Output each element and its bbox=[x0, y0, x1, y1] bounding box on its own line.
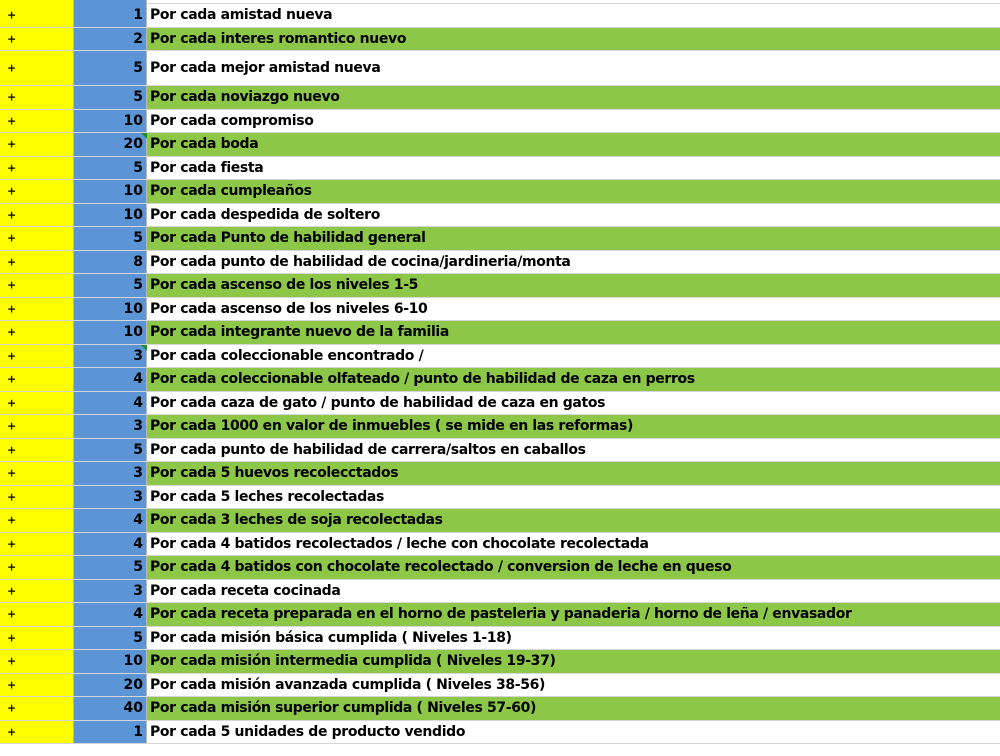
sign-cell[interactable] bbox=[0, 627, 74, 650]
table-row[interactable] bbox=[0, 157, 1000, 181]
sign-cell[interactable] bbox=[0, 4, 74, 27]
description-cell[interactable] bbox=[147, 180, 1000, 203]
sign-value: + bbox=[7, 607, 17, 621]
sign-value: + bbox=[7, 114, 17, 128]
sign-cell[interactable] bbox=[0, 415, 74, 438]
sign-cell[interactable] bbox=[0, 674, 74, 697]
sign-cell[interactable] bbox=[0, 462, 74, 485]
description-text: Por cada caza de gato / punto de habilidad de caza en gatos bbox=[150, 394, 606, 411]
description-cell[interactable] bbox=[147, 251, 1000, 274]
description-text: Por cada noviazgo nuevo bbox=[150, 89, 340, 106]
points-cell[interactable] bbox=[74, 133, 147, 156]
table-row[interactable] bbox=[0, 533, 1000, 557]
sign-cell[interactable] bbox=[0, 721, 74, 744]
table-row[interactable] bbox=[0, 227, 1000, 251]
points-value: 5 bbox=[133, 629, 143, 646]
description-text: Por cada punto de habilidad de cocina/jardineria/monta bbox=[150, 253, 571, 270]
description-cell[interactable] bbox=[147, 674, 1000, 697]
sign-cell[interactable] bbox=[0, 28, 74, 51]
points-cell[interactable] bbox=[74, 650, 147, 673]
description-text: Por cada compromiso bbox=[150, 112, 314, 129]
sign-cell[interactable] bbox=[0, 133, 74, 156]
sign-value: + bbox=[7, 537, 17, 551]
sign-value: + bbox=[7, 631, 17, 645]
points-value: 10 bbox=[123, 300, 143, 317]
table-row[interactable] bbox=[0, 51, 1000, 86]
table-row[interactable] bbox=[0, 4, 1000, 28]
sign-value: + bbox=[7, 302, 17, 316]
description-cell[interactable] bbox=[147, 4, 1000, 27]
sign-value: + bbox=[7, 725, 17, 739]
points-value: 10 bbox=[123, 324, 143, 341]
description-text: Por cada ascenso de los niveles 1-5 bbox=[150, 277, 419, 294]
points-value: 5 bbox=[133, 89, 143, 106]
points-cell[interactable] bbox=[74, 486, 147, 509]
table-row[interactable] bbox=[0, 556, 1000, 580]
description-text: Por cada boda bbox=[150, 136, 259, 153]
table-row[interactable] bbox=[0, 509, 1000, 533]
sign-cell[interactable] bbox=[0, 298, 74, 321]
sign-cell[interactable] bbox=[0, 486, 74, 509]
sign-cell[interactable] bbox=[0, 204, 74, 227]
sign-cell[interactable] bbox=[0, 157, 74, 180]
points-cell[interactable] bbox=[74, 251, 147, 274]
points-cell[interactable] bbox=[74, 86, 147, 109]
points-value: 1 bbox=[133, 7, 143, 24]
description-text: Por cada coleccionable olfateado / punto de habilidad de caza en perros bbox=[150, 371, 695, 388]
sign-value: + bbox=[7, 325, 17, 339]
description-text: Por cada punto de habilidad de carrera/saltos en caballos bbox=[150, 441, 586, 458]
points-cell[interactable] bbox=[74, 580, 147, 603]
description-cell[interactable] bbox=[147, 439, 1000, 462]
description-text: Por cada receta cocinada bbox=[150, 582, 341, 599]
points-value: 5 bbox=[133, 230, 143, 247]
points-value: 5 bbox=[133, 60, 143, 76]
sign-value: + bbox=[7, 208, 17, 222]
description-text: Por cada coleccionable encontrado / bbox=[150, 347, 424, 364]
description-cell[interactable] bbox=[147, 415, 1000, 438]
table-row[interactable] bbox=[0, 110, 1000, 134]
points-value: 40 bbox=[123, 700, 143, 717]
points-value: 3 bbox=[133, 582, 143, 599]
sign-value: + bbox=[7, 161, 17, 175]
sign-value: + bbox=[7, 90, 17, 104]
points-cell[interactable] bbox=[74, 180, 147, 203]
description-cell[interactable] bbox=[147, 28, 1000, 51]
sign-cell[interactable] bbox=[0, 533, 74, 556]
sign-value: + bbox=[7, 137, 17, 151]
table-row[interactable] bbox=[0, 674, 1000, 698]
description-text: Por cada misión intermedia cumplida ( Niveles 19-37) bbox=[150, 653, 556, 670]
description-text: Por cada 4 batidos con chocolate recolectado / conversion de leche en queso bbox=[150, 559, 732, 576]
sign-value: + bbox=[7, 61, 17, 75]
sign-cell[interactable] bbox=[0, 86, 74, 109]
description-cell[interactable] bbox=[147, 603, 1000, 626]
description-cell[interactable] bbox=[147, 274, 1000, 297]
sign-value: + bbox=[7, 184, 17, 198]
sign-value: + bbox=[7, 278, 17, 292]
points-cell[interactable] bbox=[74, 28, 147, 51]
rows-container bbox=[0, 4, 1000, 744]
sign-cell[interactable] bbox=[0, 51, 74, 85]
sign-value: + bbox=[7, 678, 17, 692]
description-text: Por cada misión básica cumplida ( Niveles 1-18) bbox=[150, 629, 512, 646]
description-text: Por cada 5 leches recolectadas bbox=[150, 488, 384, 505]
description-text: Por cada fiesta bbox=[150, 159, 264, 176]
points-cell[interactable] bbox=[74, 627, 147, 650]
sign-cell[interactable] bbox=[0, 345, 74, 368]
points-value: 4 bbox=[133, 606, 143, 623]
points-cell[interactable] bbox=[74, 368, 147, 391]
description-cell[interactable] bbox=[147, 157, 1000, 180]
description-cell[interactable] bbox=[147, 580, 1000, 603]
points-value: 10 bbox=[123, 653, 143, 670]
description-cell[interactable] bbox=[147, 368, 1000, 391]
points-value: 8 bbox=[133, 253, 143, 270]
sign-value: + bbox=[7, 231, 17, 245]
sign-value: + bbox=[7, 443, 17, 457]
points-cell[interactable] bbox=[74, 556, 147, 579]
description-text: Por cada ascenso de los niveles 6-10 bbox=[150, 300, 428, 317]
sign-cell[interactable] bbox=[0, 274, 74, 297]
description-cell[interactable] bbox=[147, 345, 1000, 368]
table-row[interactable] bbox=[0, 86, 1000, 110]
points-cell[interactable] bbox=[74, 603, 147, 626]
sign-value: + bbox=[7, 32, 17, 46]
points-cell[interactable] bbox=[74, 321, 147, 344]
description-text: Por cada Punto de habilidad general bbox=[150, 230, 426, 247]
table-row[interactable] bbox=[0, 133, 1000, 157]
points-value: 5 bbox=[133, 159, 143, 176]
sign-cell[interactable] bbox=[0, 227, 74, 250]
sign-cell[interactable] bbox=[0, 368, 74, 391]
points-value: 1 bbox=[133, 723, 143, 740]
description-cell[interactable] bbox=[147, 321, 1000, 344]
sign-cell[interactable] bbox=[0, 180, 74, 203]
table-row[interactable] bbox=[0, 298, 1000, 322]
sign-cell[interactable] bbox=[0, 580, 74, 603]
sign-value: + bbox=[7, 419, 17, 433]
points-cell[interactable] bbox=[74, 4, 147, 27]
sign-value: + bbox=[7, 8, 17, 22]
points-value: 4 bbox=[133, 394, 143, 411]
description-cell[interactable] bbox=[147, 533, 1000, 556]
points-cell[interactable] bbox=[74, 298, 147, 321]
table-row[interactable] bbox=[0, 415, 1000, 439]
description-cell[interactable] bbox=[147, 110, 1000, 133]
points-value: 20 bbox=[123, 676, 143, 693]
sign-value: + bbox=[7, 396, 17, 410]
description-text: Por cada interes romantico nuevo bbox=[150, 30, 407, 47]
sign-value: + bbox=[7, 560, 17, 574]
description-cell[interactable] bbox=[147, 486, 1000, 509]
table-row[interactable] bbox=[0, 251, 1000, 275]
points-value: 10 bbox=[123, 112, 143, 129]
points-value: 4 bbox=[133, 371, 143, 388]
description-text: Por cada cumpleaños bbox=[150, 183, 312, 200]
description-text: Por cada 5 unidades de producto vendido bbox=[150, 723, 466, 740]
points-value: 4 bbox=[133, 512, 143, 529]
sign-cell[interactable] bbox=[0, 439, 74, 462]
points-cell[interactable] bbox=[74, 533, 147, 556]
sign-value: + bbox=[7, 701, 17, 715]
sign-cell[interactable] bbox=[0, 650, 74, 673]
table-row[interactable] bbox=[0, 439, 1000, 463]
description-text: Por cada 3 leches de soja recolectadas bbox=[150, 512, 443, 529]
sign-cell[interactable] bbox=[0, 110, 74, 133]
points-value: 3 bbox=[133, 488, 143, 505]
sign-cell[interactable] bbox=[0, 251, 74, 274]
sign-cell[interactable] bbox=[0, 392, 74, 415]
table-row[interactable] bbox=[0, 627, 1000, 651]
sign-value: + bbox=[7, 584, 17, 598]
sign-value: + bbox=[7, 349, 17, 363]
points-cell[interactable] bbox=[74, 697, 147, 720]
description-text: Por cada misión avanzada cumplida ( Niveles 38-56) bbox=[150, 676, 546, 693]
description-text: Por cada mejor amistad nueva bbox=[150, 60, 381, 76]
description-cell[interactable] bbox=[147, 509, 1000, 532]
points-cell[interactable] bbox=[74, 204, 147, 227]
table-row[interactable] bbox=[0, 28, 1000, 52]
description-text: Por cada 4 batidos recolectados / leche con chocolate recolectada bbox=[150, 535, 649, 552]
points-cell[interactable] bbox=[74, 415, 147, 438]
sign-value: + bbox=[7, 513, 17, 527]
table-row[interactable] bbox=[0, 274, 1000, 298]
points-value: 3 bbox=[133, 418, 143, 435]
description-cell[interactable] bbox=[147, 392, 1000, 415]
points-cell[interactable] bbox=[74, 462, 147, 485]
description-cell[interactable] bbox=[147, 697, 1000, 720]
points-cell[interactable] bbox=[74, 110, 147, 133]
description-cell[interactable] bbox=[147, 721, 1000, 744]
table-row[interactable] bbox=[0, 345, 1000, 369]
sign-value: + bbox=[7, 372, 17, 386]
table-row[interactable] bbox=[0, 321, 1000, 345]
table-row[interactable] bbox=[0, 180, 1000, 204]
description-cell[interactable] bbox=[147, 86, 1000, 109]
table-row[interactable] bbox=[0, 580, 1000, 604]
comment-indicator-icon[interactable] bbox=[141, 345, 147, 351]
comment-indicator-icon[interactable] bbox=[141, 133, 147, 139]
points-value: 5 bbox=[133, 277, 143, 294]
points-cell[interactable] bbox=[74, 227, 147, 250]
points-cell[interactable] bbox=[74, 509, 147, 532]
table-row[interactable] bbox=[0, 392, 1000, 416]
points-value: 5 bbox=[133, 441, 143, 458]
table-row[interactable] bbox=[0, 368, 1000, 392]
table-row[interactable] bbox=[0, 697, 1000, 721]
sign-cell[interactable] bbox=[0, 697, 74, 720]
points-value: 10 bbox=[123, 183, 143, 200]
points-cell[interactable] bbox=[74, 274, 147, 297]
description-text: Por cada misión superior cumplida ( Niveles 57-60) bbox=[150, 700, 537, 717]
points-cell[interactable] bbox=[74, 674, 147, 697]
points-value: 3 bbox=[133, 347, 143, 364]
points-value: 20 bbox=[123, 136, 143, 153]
description-cell[interactable] bbox=[147, 298, 1000, 321]
description-text: Por cada 1000 en valor de inmuebles ( se mide en las reformas) bbox=[150, 418, 634, 435]
sign-cell[interactable] bbox=[0, 603, 74, 626]
points-cell[interactable] bbox=[74, 345, 147, 368]
points-value: 10 bbox=[123, 206, 143, 223]
sign-value: + bbox=[7, 654, 17, 668]
points-cell[interactable] bbox=[74, 439, 147, 462]
table-row[interactable] bbox=[0, 204, 1000, 228]
points-value: 4 bbox=[133, 535, 143, 552]
points-value: 5 bbox=[133, 559, 143, 576]
description-text: Por cada 5 huevos recolecctados bbox=[150, 465, 399, 482]
description-cell[interactable] bbox=[147, 133, 1000, 156]
description-text: Por cada amistad nueva bbox=[150, 7, 333, 24]
points-cell[interactable] bbox=[74, 392, 147, 415]
table-row[interactable] bbox=[0, 603, 1000, 627]
table-row[interactable] bbox=[0, 650, 1000, 674]
sign-value: + bbox=[7, 255, 17, 269]
table-row[interactable] bbox=[0, 462, 1000, 486]
points-cell[interactable] bbox=[74, 51, 147, 85]
description-cell[interactable] bbox=[147, 51, 1000, 85]
description-text: Por cada integrante nuevo de la familia bbox=[150, 324, 449, 341]
sign-cell[interactable] bbox=[0, 321, 74, 344]
points-cell[interactable] bbox=[74, 157, 147, 180]
description-cell[interactable] bbox=[147, 627, 1000, 650]
points-value: 2 bbox=[133, 30, 143, 47]
description-cell[interactable] bbox=[147, 650, 1000, 673]
description-cell[interactable] bbox=[147, 556, 1000, 579]
description-text: Por cada despedida de soltero bbox=[150, 206, 380, 223]
description-cell[interactable] bbox=[147, 204, 1000, 227]
description-cell[interactable] bbox=[147, 227, 1000, 250]
table-row[interactable] bbox=[0, 721, 1000, 745]
description-text: Por cada receta preparada en el horno de pasteleria y panaderia / horno de leña / envasador bbox=[150, 606, 852, 623]
sign-value: + bbox=[7, 490, 17, 504]
description-cell[interactable] bbox=[147, 462, 1000, 485]
points-value: 3 bbox=[133, 465, 143, 482]
table-row[interactable] bbox=[0, 486, 1000, 510]
sign-value: + bbox=[7, 466, 17, 480]
sign-cell[interactable] bbox=[0, 509, 74, 532]
sign-cell[interactable] bbox=[0, 556, 74, 579]
points-cell[interactable] bbox=[74, 721, 147, 744]
